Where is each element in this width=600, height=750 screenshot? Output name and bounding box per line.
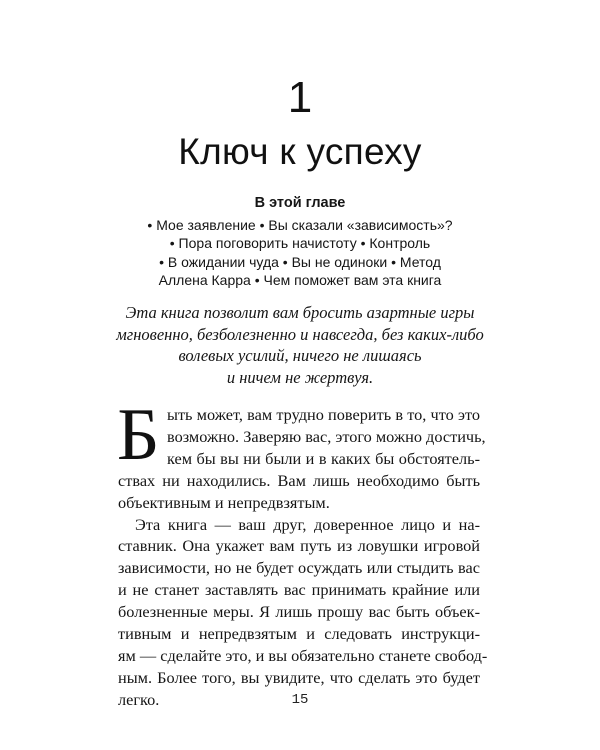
contents-line: • Мое заявление • Вы сказали «зависимость»? [147, 216, 453, 233]
page-number: 15 [291, 692, 309, 708]
body-line: ным. Более того, вы увидите, что сделать это будет [118, 667, 480, 687]
body-line: Эта книга — ваш друг, доверенное лицо и на- [135, 514, 480, 534]
body-line: ыть может, вам трудно поверить в то, что это [167, 405, 480, 424]
contents-line: • В ожидании чуда • Вы не одиноки • Метод [159, 253, 441, 270]
body-line: объективным и непредвзятым. [118, 492, 330, 512]
epigraph-line: волевых усилий, ничего не лишаясь [178, 346, 422, 365]
body-line: легко. [118, 689, 160, 709]
contents-line: • Пора поговорить начистоту • Контроль [169, 235, 431, 251]
chapter-contents [100, 194, 500, 290]
body-line: зависимости, но не будет осуждать или стыдить вас [118, 558, 480, 578]
body-text [118, 404, 488, 711]
body-line: тивным и непредвзятым и следовать инструкци- [118, 624, 480, 644]
chapter-number: 1 [287, 73, 313, 122]
body-line: и не станет заставлять вас принимать крайние или [118, 580, 480, 600]
contents-line: Аллена Карра • Чем поможет вам эта книга [158, 272, 442, 288]
epigraph-line: и ничем не жертвуя. [226, 367, 374, 387]
chapter-title: Ключ к успеху [178, 131, 422, 172]
body-line: кем бы вы ни были и в каких бы обстоятель- [167, 448, 480, 468]
body-line: болезненные меры. Я лишь прошу вас быть объек- [118, 602, 480, 622]
body-line: ям — сделайте это, и вы обязательно станете свобод- [118, 645, 488, 665]
epigraph [100, 302, 500, 388]
body-line: ставник. Она укажет вам путь из ловушки игровой [118, 536, 480, 556]
body-line: ствах ни находились. Вам лишь необходимо быть [118, 470, 480, 490]
contents-heading: В этой главе [254, 195, 346, 211]
epigraph-line: мгновенно, безболезненно и навсегда, без каких-либо [116, 324, 484, 344]
epigraph-line: Эта книга позволит вам бросить азартные игры [125, 303, 475, 322]
body-line: возможно. Заверяю вас, этого можно достичь, [167, 426, 486, 446]
drop-cap: Б [117, 394, 160, 476]
